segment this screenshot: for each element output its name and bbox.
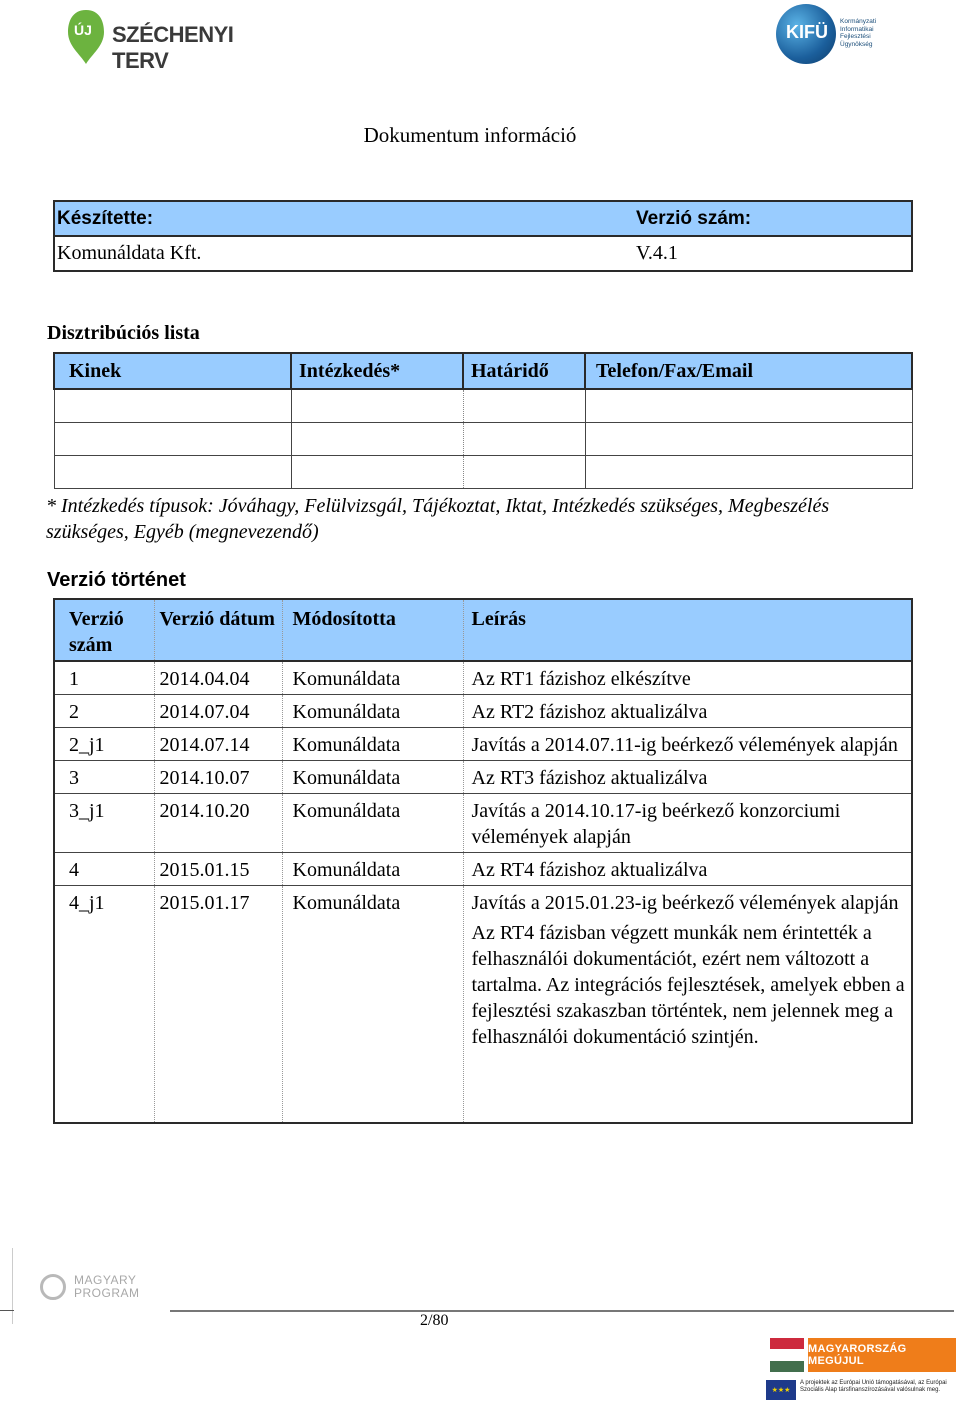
table-cell — [291, 456, 463, 489]
globe-icon — [776, 4, 836, 64]
info-head-row — [54, 201, 912, 236]
table-row — [54, 886, 912, 1124]
version-desc: Javítás a 2014.07.11-ig beérkező vélemények alapján — [463, 728, 912, 761]
page-number: 2/80 — [420, 1312, 449, 1329]
version-num: 3_j1 — [54, 794, 154, 853]
col-header: Leírás — [463, 599, 912, 661]
table-cell — [291, 389, 463, 423]
version-date: 2014.10.20 — [154, 794, 282, 853]
version-num: 2_j1 — [54, 728, 154, 761]
info-table — [53, 200, 913, 272]
action-types-note: * Intézkedés típusok: Jóváhagy, Felülvizsgál, Tájékoztat, Iktat, Intézkedés szükséges, Megbeszélés szükséges, Egyéb (megnevezendő) — [46, 495, 830, 543]
table-row — [54, 661, 912, 695]
ring-icon — [40, 1274, 66, 1300]
version-num: 3 — [54, 761, 154, 794]
banner-text: MAGYARORSZÁG MEGÚJUL — [808, 1338, 956, 1372]
magyary-program-logo — [40, 1272, 150, 1304]
col-header: Intézkedés* — [291, 353, 463, 389]
eu-text: A projektek az Európai Unió támogatásával, az Európai Szociális Alap társfinanszírozásával valósulnak meg. — [800, 1380, 947, 1393]
version-num: 2 — [54, 695, 154, 728]
version-desc: Az RT3 fázishoz aktualizálva — [463, 761, 912, 794]
version-desc: Az RT2 fázishoz aktualizálva — [463, 695, 912, 728]
table-cell — [585, 389, 912, 423]
footer-divider — [170, 1310, 954, 1312]
eu-funding-notice — [766, 1378, 956, 1402]
distribution-table — [53, 352, 913, 489]
distribution-title: Disztribúciós lista — [47, 322, 200, 344]
table-row — [54, 761, 912, 794]
col-header: Verzió szám — [54, 599, 154, 661]
version-date: 2014.04.04 — [154, 661, 282, 695]
version-desc: Az RT4 fázishoz aktualizálva — [463, 853, 912, 886]
logo-text: SZÉCHENYI TERV — [112, 22, 234, 73]
page-title: Dokumentum információ — [363, 123, 577, 147]
logo-badge: ÚJ — [74, 22, 92, 38]
table-cell — [54, 423, 291, 456]
table-row — [54, 728, 912, 761]
col-header: Kinek — [54, 353, 291, 389]
version-date: 2014.07.04 — [154, 695, 282, 728]
kifu-text: Kormányzati Informatikai Fejlesztési Ügynökség — [840, 18, 877, 48]
version-date: 2015.01.15 — [154, 853, 282, 886]
hungarian-flag-icon — [770, 1338, 804, 1372]
kifu-logo — [776, 4, 896, 68]
table-cell — [463, 423, 585, 456]
margin-mark — [0, 1310, 14, 1311]
table-cell — [585, 456, 912, 489]
version-desc: Javítás a 2015.01.23-ig beérkező vélemények alapján — [471, 892, 899, 914]
col-header: Telefon/Fax/Email — [585, 353, 912, 389]
table-cell — [291, 423, 463, 456]
table-cell — [54, 456, 291, 489]
author-label: Készítette: — [57, 207, 154, 229]
margin-mark — [12, 1248, 13, 1324]
info-value-row — [54, 236, 912, 271]
col-header: Verzió dátum — [154, 599, 282, 661]
table-row — [54, 389, 912, 423]
version-value: V.4.1 — [636, 242, 678, 264]
author-value: Komunáldata Kft. — [57, 242, 202, 264]
col-header: Módosította — [282, 599, 463, 661]
magyarorszag-megujul-logo — [770, 1338, 956, 1372]
version-date: 2015.01.17 — [154, 886, 282, 1124]
table-cell — [54, 389, 291, 423]
table-row — [54, 423, 912, 456]
version-num: 4_j1 — [54, 886, 154, 1124]
version-table — [53, 598, 913, 1124]
version-author: Komunáldata — [282, 728, 463, 761]
version-num: 4 — [54, 853, 154, 886]
version-history-title: Verzió történet — [47, 569, 186, 591]
table-row — [54, 456, 912, 489]
table-row — [54, 853, 912, 886]
version-author: Komunáldata — [282, 886, 463, 1124]
version-author: Komunáldata — [282, 761, 463, 794]
version-author: Komunáldata — [282, 794, 463, 853]
version-desc: Javítás a 2014.10.17-ig beérkező konzorciumi vélemények alapján — [463, 794, 912, 853]
table-cell — [463, 389, 585, 423]
version-desc-extra: Az RT4 fázisban végzett munkák nem érintették a felhasználói dokumentációt, ezért nem változott a tartalma. Az integrációs fejlesztések, amelyek ebben a fejlesztési szakaszban történtek, nem jelennek meg a felhasználói dokumentáció szintjén. — [471, 922, 905, 1048]
table-row — [54, 695, 912, 728]
kifu-abbr: KIFÜ — [786, 22, 828, 42]
szechenyi-terv-logo — [66, 8, 266, 73]
distribution-head-row — [54, 353, 912, 389]
version-head-row — [54, 599, 912, 661]
version-author: Komunáldata — [282, 853, 463, 886]
eu-flag-icon: ★★★ — [766, 1380, 796, 1400]
version-label: Verzió szám: — [636, 207, 752, 229]
table-cell — [585, 423, 912, 456]
table-row — [54, 794, 912, 853]
version-num: 1 — [54, 661, 154, 695]
magyary-text: MAGYARY PROGRAM — [74, 1273, 140, 1300]
version-desc: Az RT1 fázishoz elkészítve — [463, 661, 912, 695]
col-header: Határidő — [463, 353, 585, 389]
info-head-cell — [54, 201, 912, 236]
version-desc-cell — [463, 886, 912, 1124]
version-date: 2014.07.14 — [154, 728, 282, 761]
version-date: 2014.10.07 — [154, 761, 282, 794]
info-value-cell — [54, 236, 912, 271]
version-author: Komunáldata — [282, 661, 463, 695]
table-cell — [463, 456, 585, 489]
version-author: Komunáldata — [282, 695, 463, 728]
